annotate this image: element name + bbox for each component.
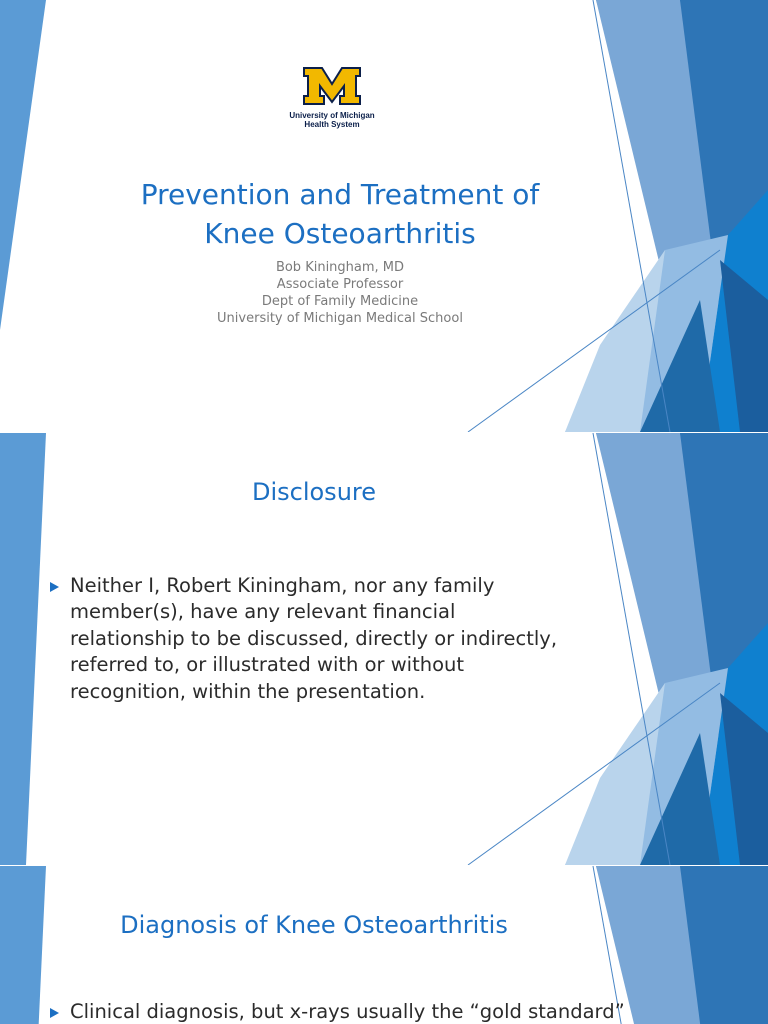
bullet-line-1: Neither I, Robert Kiningham, nor any family [70, 574, 495, 597]
slide-diagnosis [0, 866, 768, 1024]
presenter-role: Associate Professor [276, 277, 404, 292]
university-logo [288, 64, 376, 136]
slide-heading: Disclosure [251, 478, 377, 506]
presenter-institution: University of Michigan Medical School [217, 311, 463, 326]
slide-title [0, 0, 768, 432]
bullet-line-4: referred to, or illustrated with or without [70, 653, 465, 676]
left-facet [0, 866, 46, 1024]
slide-heading: Diagnosis of Knee Osteoarthritis [120, 911, 508, 939]
presenter-name: Bob Kiningham, MD [275, 260, 405, 275]
slide-disclosure [0, 433, 768, 865]
left-facet [0, 0, 46, 330]
logo-line-1: University of Michigan [289, 111, 375, 120]
logo-line-2: Health System [304, 120, 360, 129]
bullet-arrow-icon [50, 1008, 59, 1018]
bullet-line-5: recognition, within the presentation. [70, 680, 426, 703]
block-m-shape [304, 68, 360, 104]
bullet-arrow-icon [50, 582, 59, 592]
presenter-department: Dept of Family Medicine [261, 294, 419, 309]
block-m-logo-icon [288, 64, 376, 110]
slide-title-line-2: Knee Osteoarthritis [204, 217, 476, 250]
bullet-line-2: member(s), have any relevant financial [70, 600, 456, 623]
slide-title-line-1: Prevention and Treatment of [140, 178, 540, 211]
bullet-line-3: relationship to be discussed, directly or indirectly, [70, 627, 558, 650]
bullet-line-1: Clinical diagnosis, but x-rays usually the “gold standard” [70, 1000, 625, 1023]
